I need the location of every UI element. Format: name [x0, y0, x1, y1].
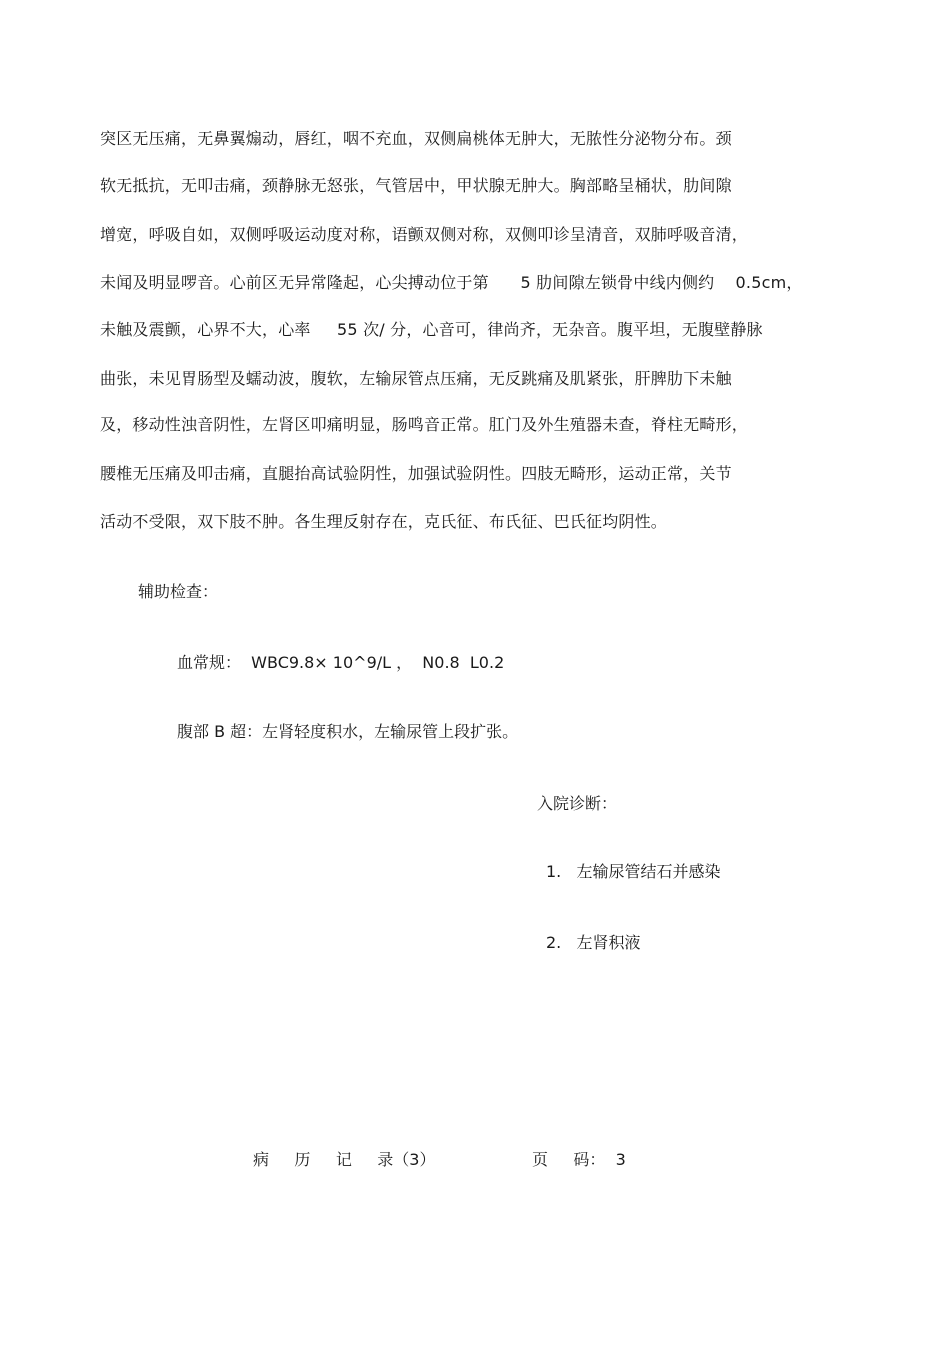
blood-routine-result: 血常规： WBC9.8× 10^9/L ， N0.8 L0.2: [177, 653, 505, 672]
exam-line-6: 曲张，未见胃肠型及蠕动波，腹软，左输尿管点压痛，无反跳痛及肌紧张，肝脾肋下未触: [100, 369, 732, 388]
footer-record-title: 病 历 记 录（3）: [253, 1150, 436, 1169]
footer-page-number: 页 码： 3: [532, 1150, 626, 1169]
exam-line-5: 未触及震颤，心界不大，心率 55 次/ 分，心音可，律尚齐，无杂音。腹平坦，无腹壁静脉: [100, 320, 763, 339]
diagnosis-item-2: 2. 左肾积液: [546, 933, 641, 952]
exam-line-4: 未闻及明显啰音。心前区无异常隆起，心尖搏动位于第 5 肋间隙左锁骨中线内侧约 0.5cm，: [100, 273, 803, 292]
diagnosis-item-1: 1. 左输尿管结石并感染: [546, 862, 721, 881]
auxiliary-exam-heading: 辅助检查：: [138, 582, 219, 601]
exam-line-9: 活动不受限，双下肢不肿。各生理反射存在，克氏征、布氏征、巴氏征均阴性。: [100, 512, 668, 531]
admission-diagnosis-heading: 入院诊断：: [537, 794, 618, 813]
exam-line-8: 腰椎无压痛及叩击痛，直腿抬高试验阴性，加强试验阴性。四肢无畸形，运动正常，关节: [100, 464, 732, 483]
exam-line-2: 软无抵抗，无叩击痛，颈静脉无怒张，气管居中，甲状腺无肿大。胸部略呈桶状，肋间隙: [100, 176, 732, 195]
exam-line-7: 及，移动性浊音阴性，左肾区叩痛明显，肠鸣音正常。肛门及外生殖器未查，脊柱无畸形，: [100, 415, 749, 434]
exam-line-1: 突区无压痛，无鼻翼煽动，唇红，咽不充血，双侧扁桃体无肿大，无脓性分泌物分布。颈: [100, 129, 732, 148]
exam-line-3: 增宽，呼吸自如，双侧呼吸运动度对称，语颤双侧对称，双侧叩诊呈清音，双肺呼吸音清，: [100, 225, 749, 244]
ultrasound-result: 腹部 B 超：左肾轻度积水，左输尿管上段扩张。: [177, 722, 519, 741]
